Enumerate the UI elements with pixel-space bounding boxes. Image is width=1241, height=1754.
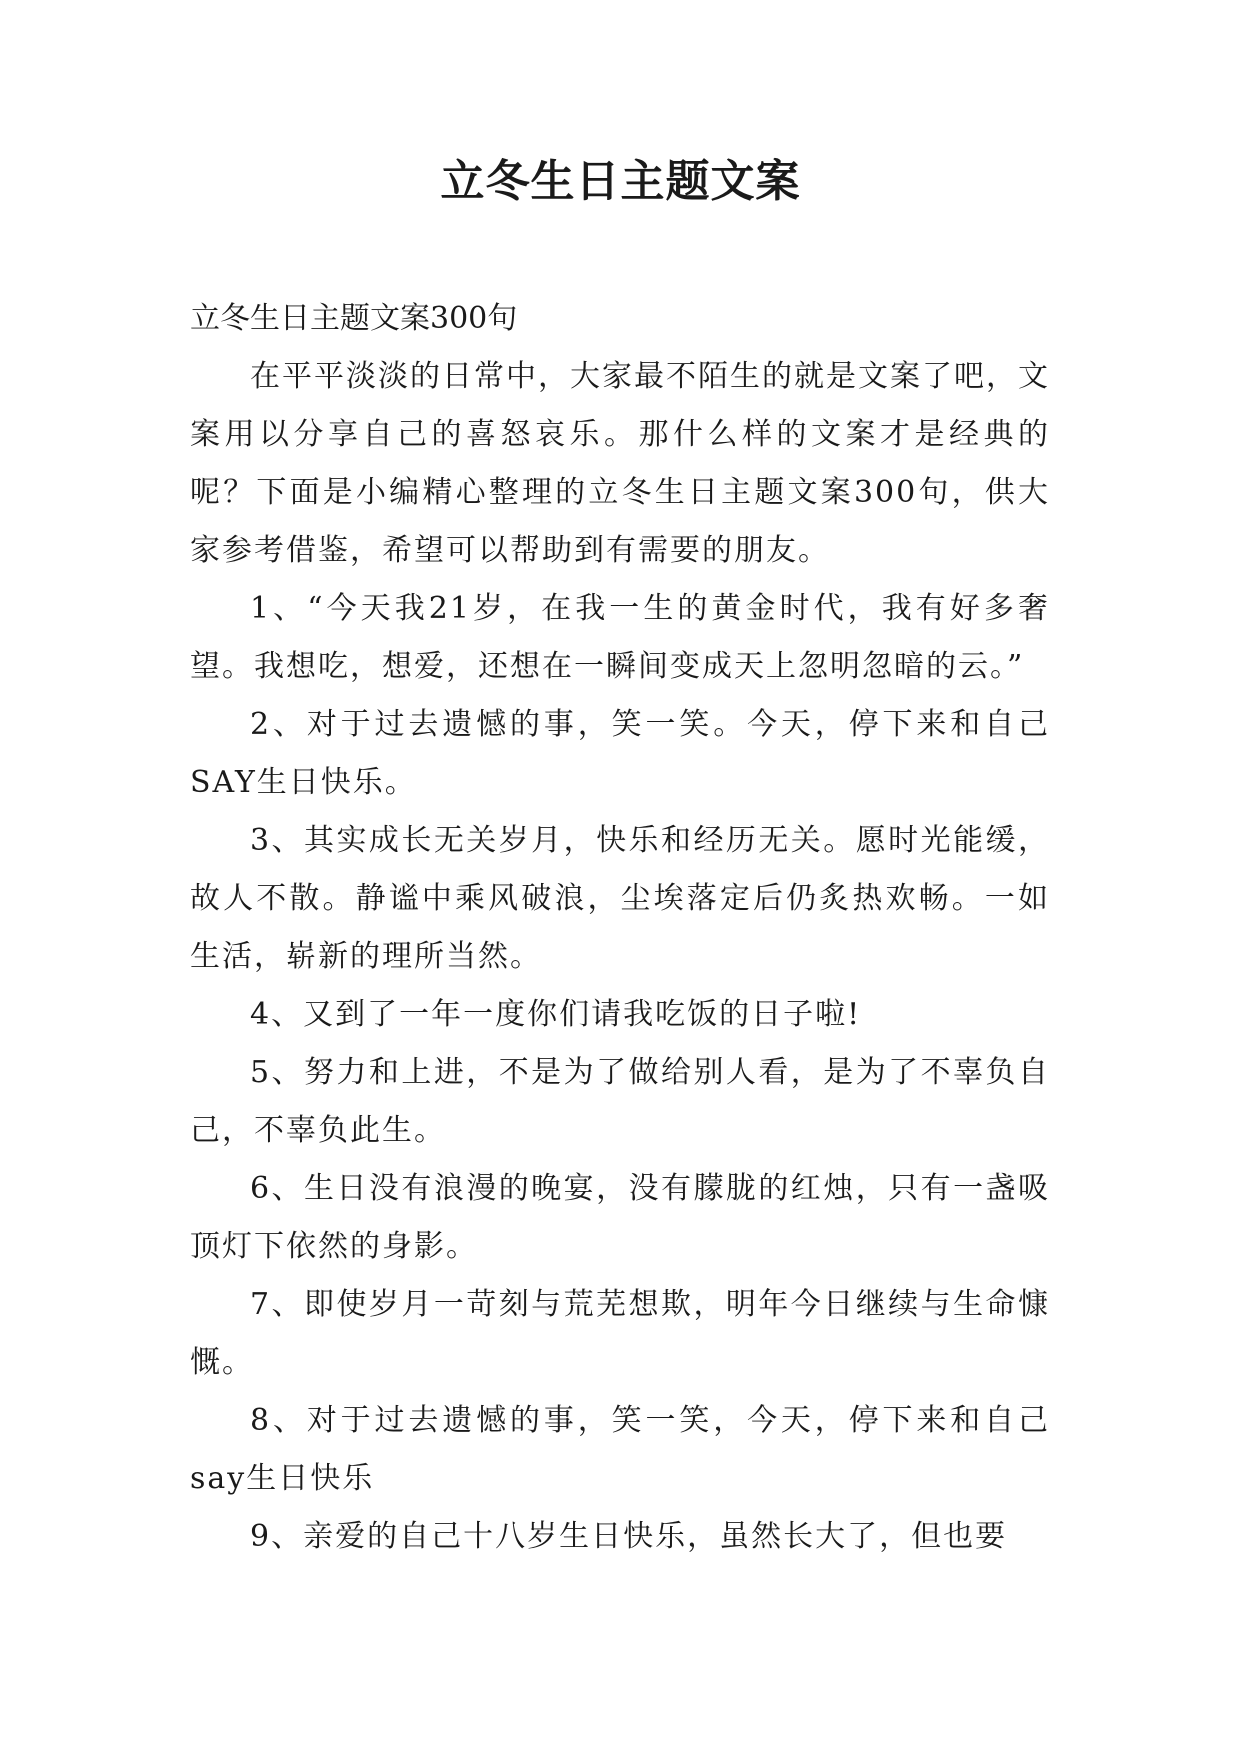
list-item: 2、对于过去遗憾的事，笑一笑。今天，停下来和自己SAY生日快乐。: [190, 707, 1050, 800]
list-item: 7、即使岁月一苛刻与荒芜想欺，明年今日继续与生命慷慨。: [190, 1287, 1050, 1380]
list-item: 8、对于过去遗憾的事，笑一笑，今天，停下来和自己say生日快乐: [190, 1403, 1050, 1496]
list-item: 9、亲爱的自己十八岁生日快乐，虽然长大了，但也要: [250, 1519, 1008, 1554]
document-subtitle: 立冬生日主题文案300句: [190, 301, 518, 336]
list-item: 6、生日没有浪漫的晚宴，没有朦胧的红烛，只有一盏吸顶灯下依然的身影。: [190, 1171, 1050, 1264]
list-item: 4、又到了一年一度你们请我吃饭的日子啦!: [250, 997, 862, 1032]
list-item: 3、其实成长无关岁月，快乐和经历无关。愿时光能缓，故人不散。静谧中乘风破浪，尘埃落定后仍炙热欢畅。一如生活，崭新的理所当然。: [190, 823, 1050, 974]
document-body: [190, 290, 1050, 1566]
list-item: 5、努力和上进，不是为了做给别人看，是为了不辜负自己，不辜负此生。: [190, 1055, 1050, 1148]
document-title: 立冬生日主题文案: [440, 156, 801, 207]
intro-paragraph: 在平平淡淡的日常中，大家最不陌生的就是文案了吧，文案用以分享自己的喜怒哀乐。那什么样的文案才是经典的呢？下面是小编精心整理的立冬生日主题文案300句，供大家参考借鉴，希望可以帮助到有需要的朋友。: [190, 359, 1050, 568]
list-item: 1、“今天我21岁，在我一生的黄金时代，我有好多奢望。我想吃，想爱，还想在一瞬间变成天上忽明忽暗的云。”: [190, 591, 1050, 684]
